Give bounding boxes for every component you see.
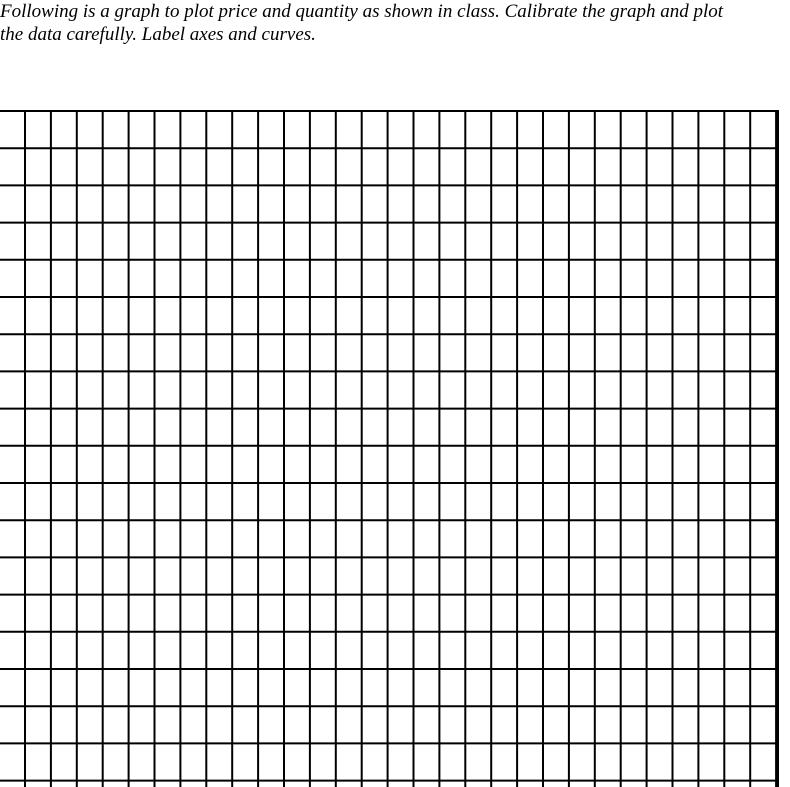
- instructions-line-2: the data carefully. Label axes and curves.: [0, 24, 316, 45]
- instructions-line-1: Following is a graph to plot price and quantity as shown in class. Calibrate the graph and plot: [0, 1, 724, 22]
